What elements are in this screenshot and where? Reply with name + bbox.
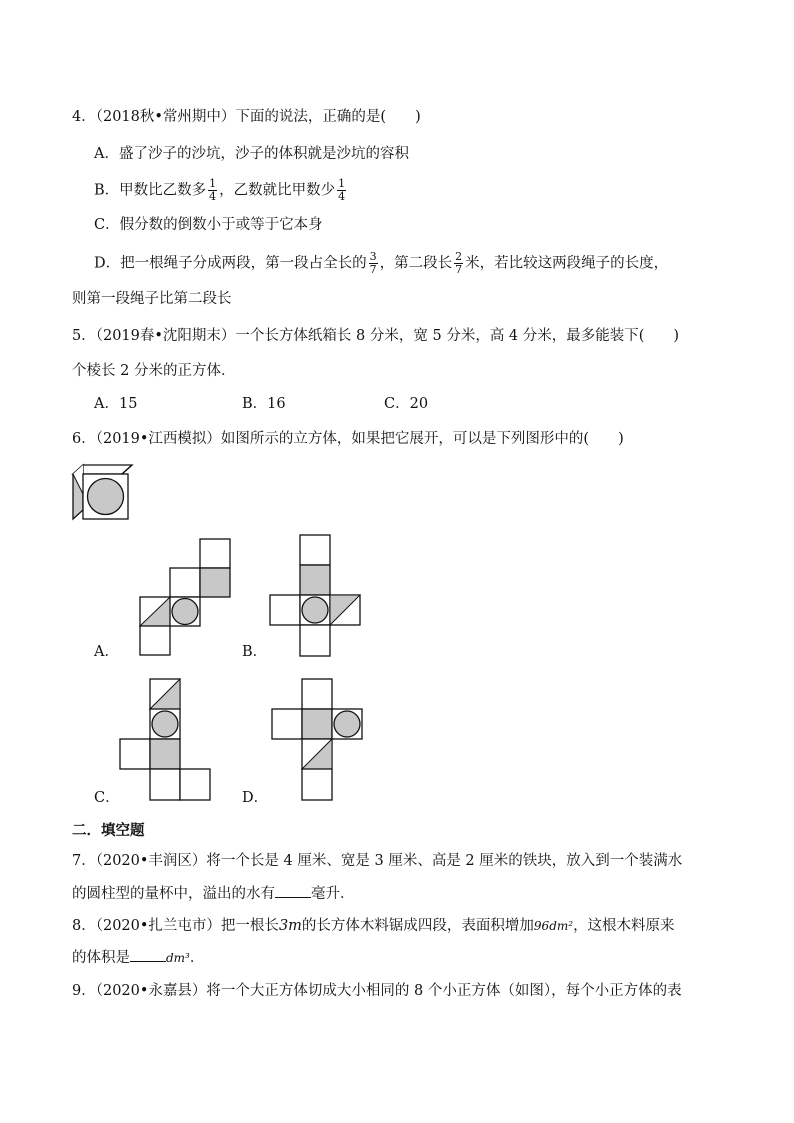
q9-line1: 9．（2020•永嘉县）将一个大正方体切成大小相同的 8 个小正方体（如图），每个小正方体的表	[72, 983, 682, 999]
q6-label-c: C．	[94, 790, 120, 806]
fraction: $\frac{3}{7}$	[369, 250, 377, 276]
q6-label-b: B．	[242, 644, 268, 660]
q4-stem: 4．（2018秋•常州期中）下面的说法，正确的是( )	[72, 109, 421, 125]
q5-option-a: A．15	[94, 396, 138, 412]
q5-stem: 5．（2019春•沈阳期末）一个长方体纸箱长 8 分米，宽 5 分米，高 4 分米，最多能装下( )	[72, 328, 680, 344]
fraction: $\frac{1}{4}$	[209, 177, 217, 203]
net-a	[140, 538, 232, 656]
q5-option-c: C．20	[384, 396, 429, 412]
q6-label-d: D．	[242, 790, 269, 806]
q5-option-b: B．16	[242, 396, 286, 412]
net-d	[272, 678, 368, 802]
answer-blank	[130, 947, 166, 962]
net-c	[120, 678, 216, 802]
fraction: $\frac{2}{7}$	[455, 250, 463, 276]
q4-option-d: D．把一根绳子分成两段，第一段占全长的 $\frac{3}{7}$ ，第二段长 $\frac{2}{7}$ 米，若比较这两段绳子的长度，	[94, 250, 669, 276]
answer-blank	[275, 883, 311, 898]
section-title: 二．填空题	[72, 823, 145, 839]
q7-line1: 7．（2020•丰润区）将一个长是 4 厘米、宽是 3 厘米、高是 2 厘米的铁块，放入到一个装满水	[72, 853, 683, 869]
q4-option-a: A．盛了沙子的沙坑，沙子的体积就是沙坑的容积	[94, 146, 409, 162]
q5-stem-cont: 个棱长 2 分米的正方体．	[72, 363, 236, 379]
q7-line2: 的圆柱型的量杯中，溢出的水有 毫升．	[72, 883, 355, 904]
cube-figure	[72, 464, 134, 520]
q4-option-c: C．假分数的倒数小于或等于它本身	[94, 217, 323, 233]
q4-option-d-cont: 则第一段绳子比第二段长	[72, 291, 232, 307]
q6-label-a: A．	[94, 644, 119, 660]
q4-option-b: B．甲数比乙数多 $\frac{1}{4}$ ，乙数就比甲数少 $\frac{1}{4}$	[94, 177, 346, 203]
q8-line2: 的体积是 dm³．	[72, 947, 204, 968]
q8-line1: 8．（2020•扎兰屯市）把一根长3m的长方体木料锯成四段，表面积增加96dm²，这根木料原来	[72, 918, 675, 934]
q6-stem: 6．（2019•江西模拟）如图所示的立方体，如果把它展开，可以是下列图形中的( )	[72, 431, 624, 447]
net-b	[270, 534, 362, 658]
fraction: $\frac{1}{4}$	[338, 177, 346, 203]
